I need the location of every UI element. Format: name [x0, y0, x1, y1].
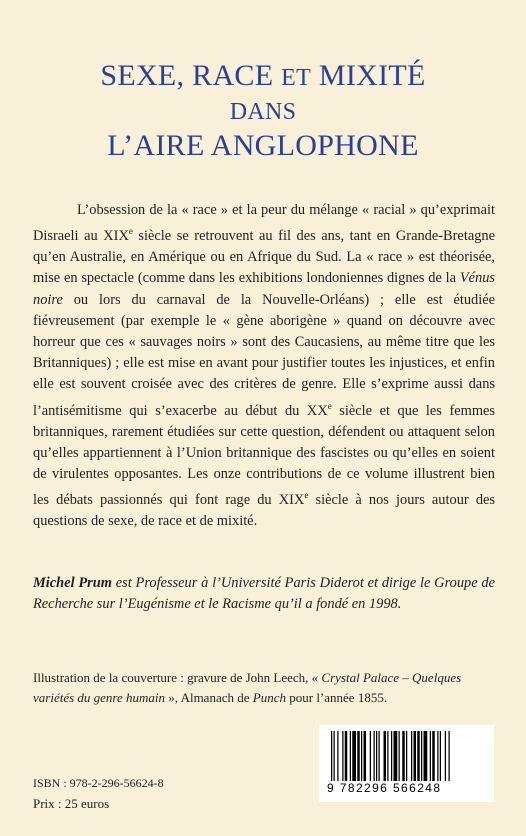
title-line-1: SEXE, RACE ET MIXITÉ: [100, 59, 426, 92]
isbn: ISBN : 978-2-296-56624-8: [33, 776, 164, 790]
book-title: [0, 58, 526, 163]
blurb-paragraph: L’obsession de la « race » et la peur du mélange « racial » qu’exprimait Disraeli au XIXe siècle se retrouvent au fil des ans, tant en Grande-Bretagne qu’en Australie, en Amérique ou en Afrique du Sud. La « race » est théorisée, mise en spectacle (comme dans les exhibitions londoniennes dignes de la Vénus noire ou lors du carnaval de la Nouvelle-Orléans) ; elle est étudiée fiévreusement (par exemple le « gène aborigène » quand on découvre avec horreur que ces « sauvages noirs » sont des Caucasiens, au même titre que les Britanniques) ; elle est mise en avant pour justifier toutes les injustices, et enfin elle est souvent croisée avec des critères de genre. Elle s’exprime aussi dans l’antisémitisme qui s’exacerbe au début du XXe siècle et que les femmes britanniques, rarement étudiées sur cette question, défendent ou attaquent selon qu’elles appartiennent à l’Union britannique des fascistes ou qu’elles en soient de virulentes opposantes. Les onze contributions de ce volume illustrent bien les débats passionnés qui font rage du XIXe siècle à nos jours autour des questions de sexe, de race et de mixité.: [33, 202, 496, 530]
author-name: Michel Prum: [33, 575, 112, 591]
barcode-bars: [329, 731, 485, 783]
cover-caption: Illustration de la couverture : gravure de John Leech, « Crystal Palace – Quelques variétés du genre humain », Almanach de Punch pour l’année 1855.: [33, 670, 462, 705]
title-line-3: L’AIRE ANGLOPHONE: [107, 129, 419, 162]
price: Prix : 25 euros: [33, 796, 110, 811]
barcode: [319, 725, 494, 802]
title-line-2: DANS: [229, 99, 297, 125]
author-bio: Michel Prum est Professeur à l’Université Paris Diderot et dirige le Groupe de Recherche sur l’Eugénisme et le Racisme qu’il a fondé en 1998.: [33, 575, 495, 613]
barcode-number: 9 782296 566248: [327, 781, 442, 795]
